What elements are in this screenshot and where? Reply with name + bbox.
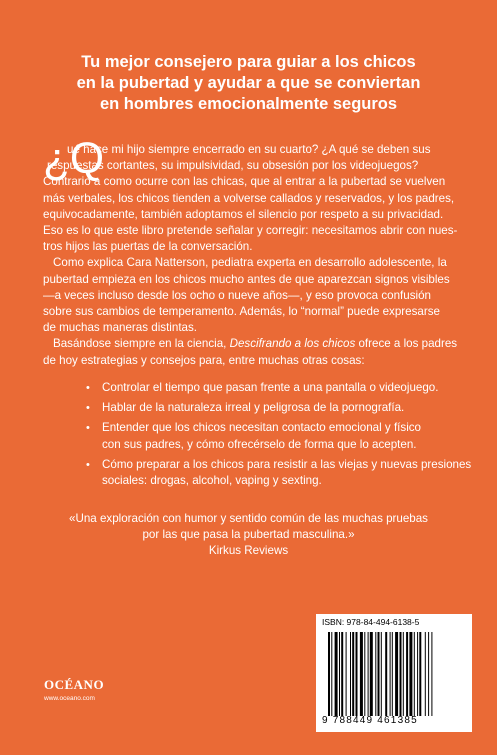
synopsis-line: —a veces incluso desde los ocho o nueve años—, y eso provoca confusión: [43, 288, 431, 302]
bullet-icon: •: [86, 402, 90, 415]
list-item-text: sociales: drogas, alcohol, vaping y sexting.: [102, 474, 322, 488]
book-title: Descifrando a los chicos: [229, 337, 356, 351]
list-item-text: Controlar el tiempo que pasan frente a una pantalla o videojuego.: [102, 381, 439, 394]
synopsis-line: [53, 336, 458, 352]
list-item: [86, 400, 462, 416]
list-item-text: Cómo preparar a los chicos para resistir a las viejas y nuevas presiones: [102, 457, 472, 471]
synopsis-line: tros hijos las puertas de la conversación.: [43, 240, 253, 254]
quote-line: «Una exploración con humor y sentido común de las muchas pruebas: [69, 512, 428, 525]
list-item-text: Hablar de la naturaleza irreal y peligrosa de la pornografía.: [102, 401, 405, 415]
synopsis-line: más verbales, los chicos tienden a volverse callados y reservados, y los padres,: [43, 191, 455, 205]
synopsis-line: de muchas maneras distintas.: [43, 321, 198, 335]
review-quote: [60, 511, 437, 560]
list-item-text: con sus padres, y cómo ofrecérselo de forma que lo acepten.: [102, 437, 417, 451]
headline-line-3: en hombres emocionalmente seguros: [99, 95, 398, 113]
bullet-list: [86, 380, 472, 493]
synopsis-line: equivocadamente, también adoptamos el silencio por respeto a su privacidad.: [43, 207, 444, 221]
synopsis-line: Eso es lo que este libro pretende señalar y corregir: necesitamos abrir con nues-: [43, 224, 458, 238]
synopsis-line: pubertad empieza en los chicos mucho antes de que aparezcan signos visibles: [43, 272, 450, 286]
list-item: [86, 380, 462, 396]
synopsis-line: sobre sus cambios de temperamento. Además, lo “normal” puede expresarse: [43, 305, 440, 319]
synopsis-line: Como explica Cara Natterson, pediatra experta en desarrollo adolescente, la: [53, 256, 447, 270]
bullet-icon: •: [86, 422, 90, 435]
quote-source: Kirkus Reviews: [208, 544, 289, 558]
list-item: [86, 457, 472, 489]
barcode-panel: [316, 614, 472, 732]
publisher-url: www.oceano.com: [44, 695, 95, 702]
bullet-icon: •: [86, 458, 90, 471]
publisher-logo: OCÉANO: [44, 677, 105, 692]
headline-line-2: en la pubertad y ayudar a que se conviertan: [76, 74, 421, 92]
list-item-text: Entender que los chicos necesitan contacto emocional y físico: [102, 421, 422, 435]
headline-line-1: Tu mejor consejero para guiar a los chicos: [81, 53, 416, 71]
synopsis-line: ué hace mi hijo siempre encerrado en su cuarto? ¿A qué se deben sus: [67, 143, 431, 156]
isbn-label: ISBN: 978-84-494-6138-5: [322, 617, 420, 627]
headline: [40, 52, 457, 115]
synopsis: [43, 142, 458, 369]
synopsis-line: Contrario a como ocurre con las chicas, que al entrar a la pubertad se vuelven: [43, 175, 446, 189]
dropcap: ¿Q: [43, 134, 105, 183]
barcode-icon: [328, 632, 460, 716]
synopsis-text: ofrece a los padres: [355, 337, 458, 351]
barcode-digits: 9 788449 461385: [322, 715, 418, 726]
bullet-icon: •: [86, 382, 90, 394]
list-item: [86, 420, 462, 452]
synopsis-line: de hoy estrategias y consejos para, entre muchas otras cosas:: [43, 353, 365, 367]
synopsis-text: Basándose siempre en la ciencia,: [53, 337, 230, 351]
synopsis-line: respuestas cortantes, su impulsividad, su obsesión por los videojuegos?: [47, 159, 419, 173]
quote-line: por las que pasa la pubertad masculina.»: [142, 528, 355, 542]
